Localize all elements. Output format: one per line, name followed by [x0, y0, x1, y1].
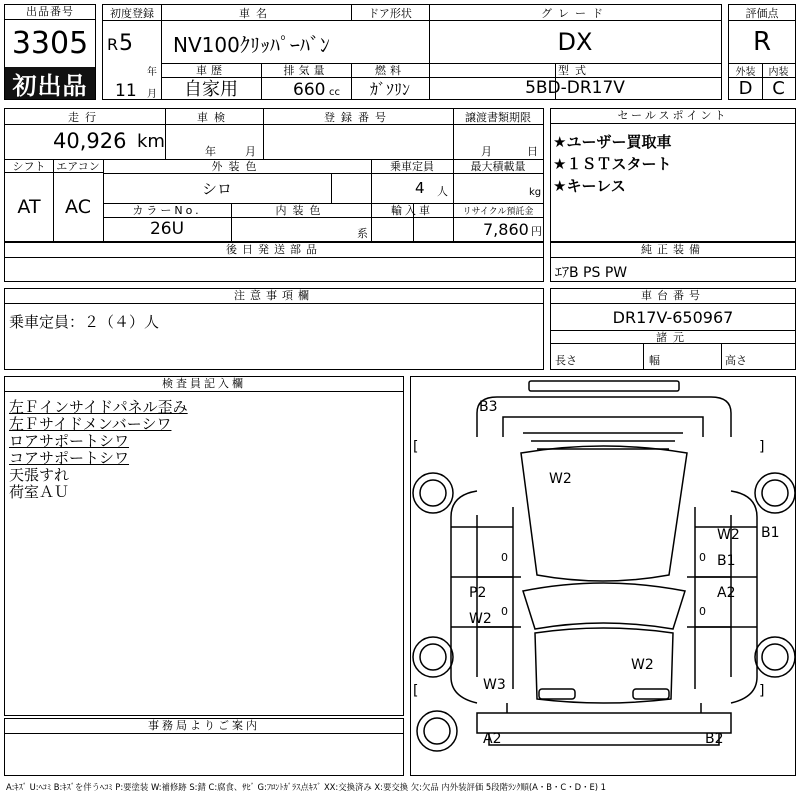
vehicle-header-box [102, 4, 722, 100]
damage-code: W3 [483, 677, 506, 693]
damage-code: B1 [761, 525, 780, 541]
notes-value: 乗車定員：２（４）人 [9, 313, 160, 331]
year-unit: 年 [147, 67, 157, 78]
score: R [752, 26, 772, 57]
office-box [4, 718, 404, 776]
recycle-fee: 7,860 [483, 220, 529, 239]
history-label: 車歴 [196, 64, 226, 77]
color-no: 26U [149, 219, 185, 239]
office-label: 事務局よりご案内 [5, 719, 403, 734]
damage-code: B2 [705, 731, 724, 747]
inspector-item: コアサポートシワ [9, 449, 130, 467]
inspector-label: 検査員記入欄 [5, 377, 403, 392]
damage-code: B3 [479, 399, 498, 415]
era: R [107, 35, 119, 54]
max-load-label: 最大積載量 [470, 160, 526, 173]
lot-box [4, 4, 96, 100]
reg-no-label: 登録番号 [324, 110, 392, 124]
transfer-month-unit: 月 [481, 145, 492, 158]
door-label: ドア形状 [368, 6, 412, 20]
score-box [728, 4, 796, 100]
mileage-label: 走行 [68, 110, 102, 124]
grade: DX [557, 27, 593, 56]
damage-code: 0 [699, 605, 706, 618]
damage-code: A2 [717, 585, 736, 601]
chassis-label: 車台番号 [551, 289, 795, 304]
inspection-year-unit: 年 [205, 145, 216, 158]
fuel: ｶﾞｿﾘﾝ [369, 79, 410, 99]
mileage: 40,926 [53, 129, 127, 153]
first-reg-label: 初度登録 [110, 6, 154, 20]
int-grade-label: 内装 [768, 66, 789, 78]
damage-code: 0 [501, 551, 508, 564]
damage-code: W2 [717, 527, 740, 543]
details-box [4, 108, 544, 242]
transfer-label: 譲渡書類期限 [465, 110, 531, 124]
car-name: NV100ｸﾘｯﾊﾟｰﾊﾞﾝ [173, 33, 330, 57]
damage-code: B1 [717, 553, 736, 569]
inspection-label: 車検 [197, 110, 231, 124]
car-name-label: 車名 [239, 6, 273, 20]
month-unit: 月 [147, 89, 157, 100]
sales-points-box [550, 108, 796, 242]
equipment-label: 純正装備 [551, 243, 795, 258]
capacity-unit: 人 [437, 185, 448, 198]
damage-code: P2 [469, 585, 487, 601]
sales-point-item: ★１ＳＴスタート [553, 155, 672, 173]
import-label: 輸入車 [391, 204, 433, 217]
recycle-unit: 円 [531, 225, 542, 238]
damage-code: 0 [501, 605, 508, 618]
history: 自家用 [184, 79, 238, 100]
bracket-mark: [ [413, 683, 419, 699]
first-listing-badge: 初出品 [5, 67, 95, 99]
equipment-box [550, 242, 796, 282]
reg-year: 5 [119, 31, 133, 56]
reg-no [263, 124, 453, 159]
color-no-label: カラーNo. [132, 204, 202, 217]
sales-point-item: ★ユーザー買取車 [553, 133, 672, 151]
capacity-label: 乗車定員 [390, 160, 434, 173]
recycle-label: リサイクル預託金 [462, 206, 534, 217]
capacity: 4 [415, 179, 425, 197]
inspector-item: 左Ｆインサイドパネル歪み [9, 398, 188, 416]
dims-label: 諸元 [551, 330, 795, 344]
damage-code: W2 [631, 657, 654, 673]
int-color-unit: 系 [357, 227, 368, 240]
shift-label: シフト [5, 159, 53, 173]
inspector-item: 左Ｆサイドメンバーシワ [9, 415, 172, 433]
model-code: 5BD-DR17V [525, 78, 625, 98]
notes-box [4, 288, 544, 370]
ext-grade: D [738, 77, 753, 99]
ext-color-label: 外装色 [211, 160, 263, 173]
bracket-mark: ] [759, 683, 765, 699]
int-color-label: 内装色 [275, 204, 327, 217]
damage-diagram [410, 376, 796, 776]
lot-number: 3305 [11, 25, 89, 61]
length-label: 長さ [555, 354, 577, 367]
chassis-box [550, 288, 796, 370]
displacement-unit: cc [329, 87, 340, 98]
height-label: 高さ [725, 354, 747, 367]
later-parts-box [4, 242, 544, 282]
displacement: 660 [293, 80, 326, 100]
inspection-month-unit: 月 [245, 145, 256, 158]
max-load-unit: kg [529, 187, 542, 198]
mileage-unit: km [137, 131, 165, 152]
lot-label: 出品番号 [5, 5, 95, 20]
ac-label: エアコン [53, 159, 103, 173]
shift: AT [17, 196, 41, 218]
ac: AC [65, 196, 91, 218]
fuel-label: 燃料 [375, 64, 405, 77]
door-shape [351, 20, 429, 63]
damage-code: W2 [469, 611, 492, 627]
equipment-value: ｴｱB PS PW [555, 265, 628, 281]
score-label: 評価点 [745, 6, 779, 20]
inspector-item: 天張すれ [9, 466, 70, 484]
damage-code: 0 [699, 551, 706, 564]
grade-label: グレード [541, 6, 609, 20]
later-parts-label: 後日発送部品 [5, 243, 543, 258]
chassis-number: DR17V-650967 [612, 307, 734, 327]
inspector-box [4, 376, 404, 716]
reg-month: 11 [115, 81, 137, 101]
sales-points-label: セールスポイント [551, 109, 795, 124]
ext-color: シロ [201, 179, 232, 198]
ext-grade-label: 外装 [735, 66, 756, 78]
model-label: 型式 [558, 64, 592, 77]
displacement-label: 排気量 [283, 64, 329, 77]
width-label: 幅 [649, 354, 660, 367]
inspector-item: ロアサポートシワ [9, 432, 130, 450]
inspector-item: 荷室ＡＵ [9, 483, 70, 501]
bracket-mark: [ [413, 439, 419, 455]
bracket-mark: ] [759, 439, 765, 455]
sales-point-item: ★キーレス [553, 177, 626, 195]
car-diagram-svg [411, 377, 795, 775]
transfer-day-unit: 日 [527, 145, 538, 158]
legend-text: A:ｷｽﾞ U:ﾍｺﾐ B:ｷｽﾞを伴うﾍｺﾐ P:要塗装 W:補修跡 S:錆 C:腐食、ｻﾋﾞ G:ﾌﾛﾝﾄｶﾞﾗｽ点ｷｽﾞ XX:交換済み X:要交換 欠:欠品 内外装評価 5段階ﾗﾝｸ順(A・B・C・D・E) 1 [6, 782, 606, 792]
notes-label: 注意事項欄 [5, 289, 543, 304]
int-grade: C [772, 77, 785, 99]
damage-code: W2 [549, 471, 572, 487]
damage-code: A2 [483, 731, 502, 747]
